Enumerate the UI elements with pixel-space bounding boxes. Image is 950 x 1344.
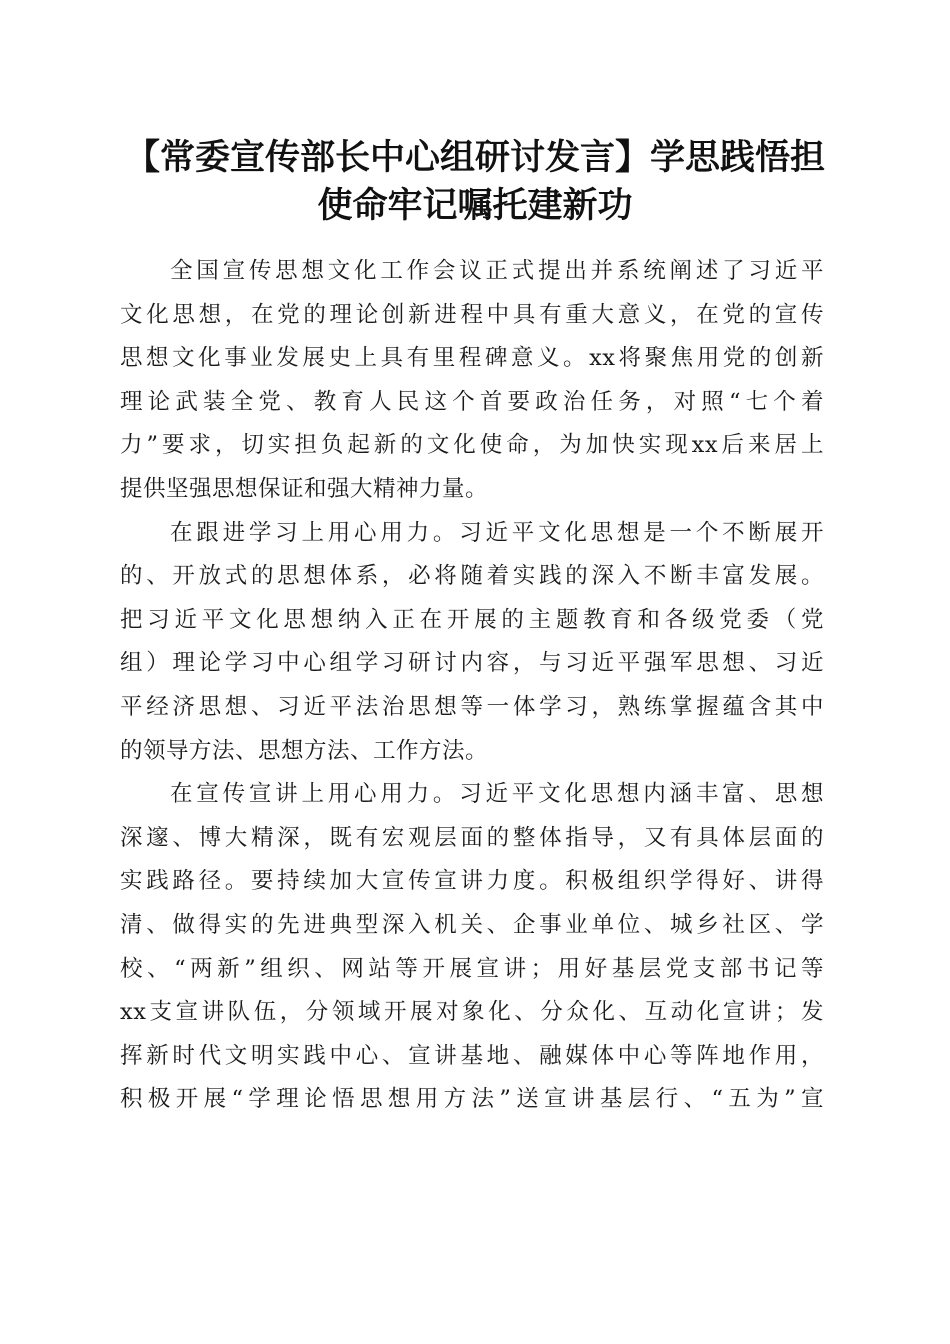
text-line: 在宣传宣讲上用心用力。习近平文化思想内涵丰富、思想 <box>170 781 824 808</box>
paragraph-1 <box>120 250 824 512</box>
document-title <box>110 134 840 230</box>
text-line: 校、“两新”组织、网站等开展宣讲；用好基层党支部书记等 <box>120 955 824 982</box>
text-line: 深邃、博大精深，既有宏观层面的整体指导，又有具体层面的 <box>120 824 824 851</box>
text-line: 实践路径。要持续加大宣传宣讲力度。积极组织学得好、讲得 <box>120 868 824 895</box>
text-line: 在跟进学习上用心用力。习近平文化思想是一个不断展开 <box>170 519 824 546</box>
paragraph-3 <box>120 773 824 1122</box>
paragraph-2 <box>120 512 824 774</box>
text-line: 把习近平文化思想纳入正在开展的主题教育和各级党委（党 <box>120 606 824 633</box>
text-line: 清、做得实的先进典型深入机关、企事业单位、城乡社区、学 <box>120 911 824 938</box>
text-line: 理论武装全党、教育人民这个首要政治任务，对照“七个着 <box>120 388 824 415</box>
text-line: 挥新时代文明实践中心、宣讲基地、融媒体中心等阵地作用， <box>120 1042 824 1069</box>
text-line: 积极开展“学理论悟思想用方法”送宣讲基层行、“五为”宣 <box>120 1086 824 1113</box>
title-line: 【常委宣传部长中心组研讨发言】学思践悟担 <box>124 137 825 178</box>
text-line: 力”要求，切实担负起新的文化使命，为加快实现xx后来居上 <box>120 432 824 459</box>
text-line: 的、开放式的思想体系，必将随着实践的深入不断丰富发展。 <box>120 563 824 590</box>
text-line: 平经济思想、习近平法治思想等一体学习，熟练掌握蕴含其中 <box>120 693 824 720</box>
document-body <box>120 250 824 1122</box>
text-line: 组）理论学习中心组学习研讨内容，与习近平强军思想、习近 <box>120 650 824 677</box>
title-line: 使命牢记嘱托建新功 <box>317 185 633 226</box>
text-line: xx支宣讲队伍，分领域开展对象化、分众化、互动化宣讲；发 <box>120 999 824 1026</box>
text-line: 提供坚强思想保证和强大精神力量。 <box>120 475 489 502</box>
text-line: 的领导方法、思想方法、工作方法。 <box>120 737 489 764</box>
text-line: 文化思想，在党的理论创新进程中具有重大意义，在党的宣传 <box>120 301 824 328</box>
text-line: 思想文化事业发展史上具有里程碑意义。xx将聚焦用党的创新 <box>120 345 824 372</box>
text-line: 全国宣传思想文化工作会议正式提出并系统阐述了习近平 <box>170 258 824 284</box>
